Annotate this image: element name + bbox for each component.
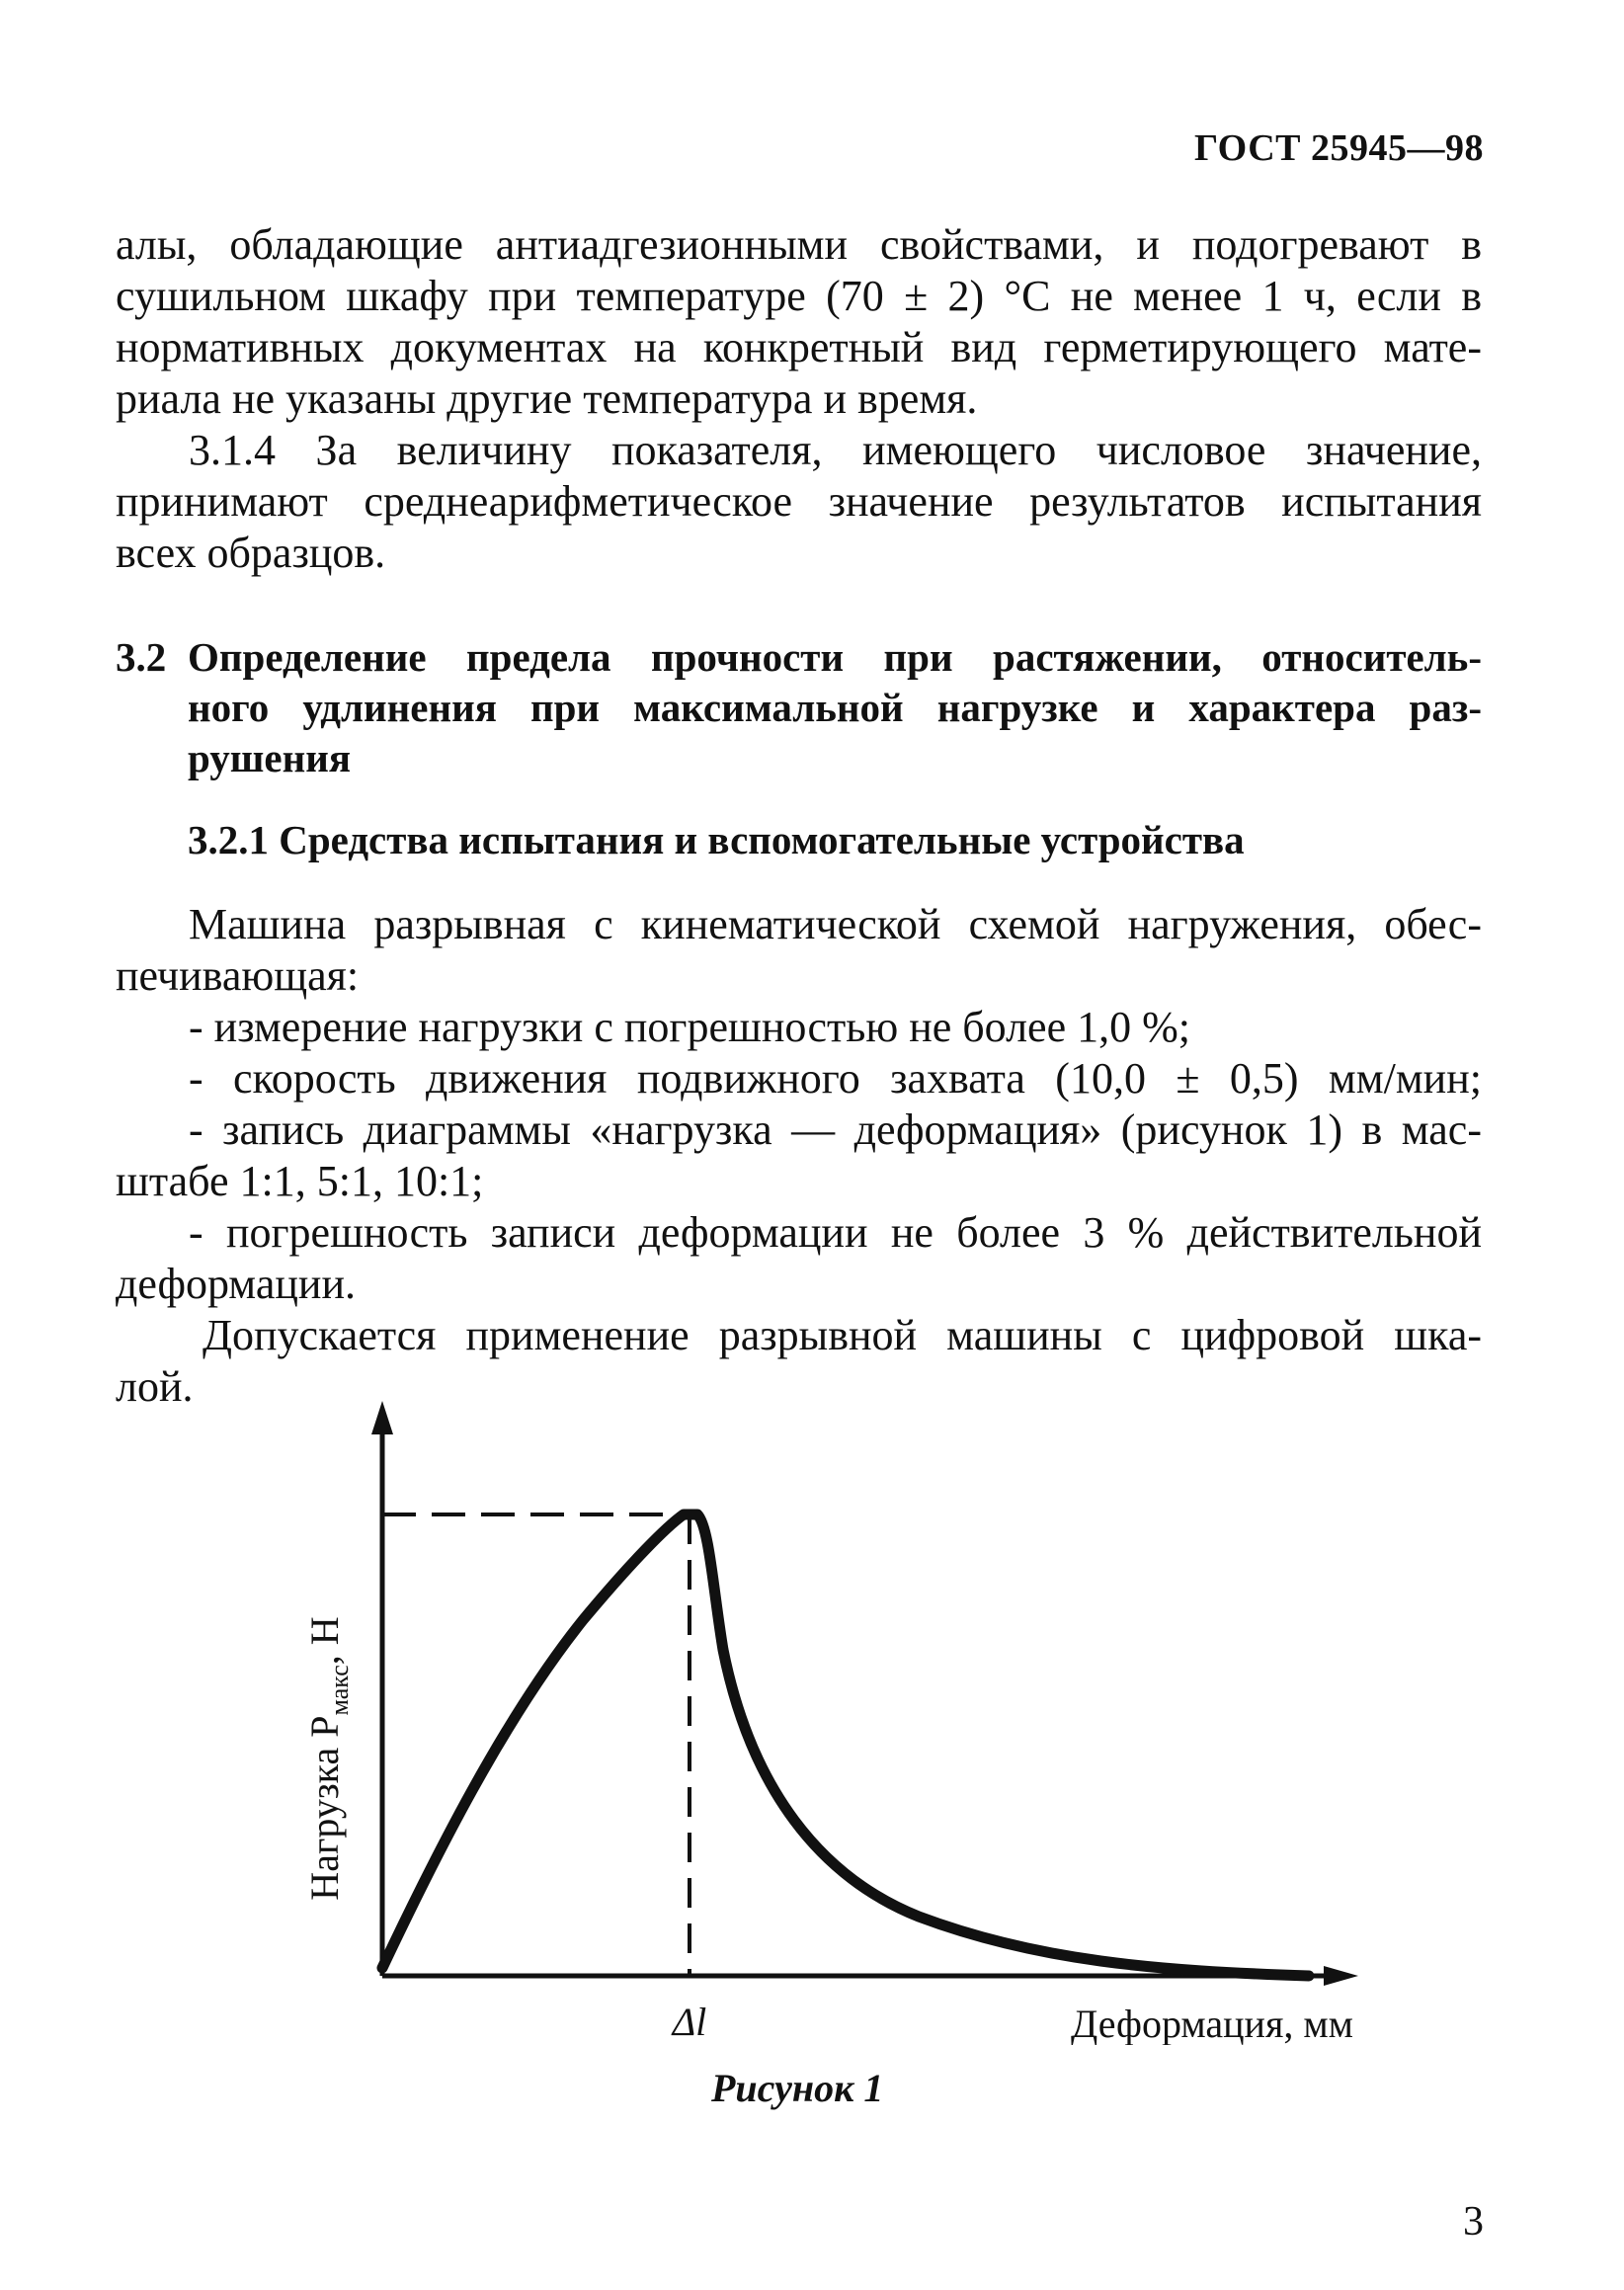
list-item: - запись диаграммы «нагрузка — деформация» (рисунок 1) в мас-	[189, 1105, 1482, 1154]
list-item: - измерение нагрузки с погрешностью не более 1,0 %;	[189, 1003, 1190, 1051]
list-item: - погрешность записи деформации не более 3 % действительной	[189, 1208, 1482, 1257]
text-line: печивающая:	[116, 951, 360, 1000]
y-axis-arrow-icon	[371, 1401, 393, 1434]
paragraph-3-1-4	[116, 425, 1482, 579]
paragraph-continuation	[116, 219, 1482, 425]
svg-text:Нагрузка Pмакс, Н	[302, 1616, 354, 1900]
load-deformation-diagram	[286, 1393, 1373, 2045]
text-line: всех образцов.	[116, 529, 386, 577]
list-item: - скорость движения подвижного захвата (10,0 ± 0,5) мм/мин;	[189, 1054, 1482, 1103]
y-axis-label-main: Нагрузка P	[302, 1715, 347, 1901]
y-axis-label	[302, 1616, 354, 1900]
text-line: Допускается применение разрывной машины с цифровой шка-	[203, 1311, 1482, 1359]
document-code: ГОСТ 25945—98	[1193, 127, 1484, 169]
text-line: алы, обладающие антиадгезионными свойствами, и подогревают в	[116, 220, 1482, 269]
x-marker-label: Δl	[672, 2000, 707, 2044]
text-line: лой.	[116, 1362, 194, 1411]
figure-caption: Рисунок 1	[711, 2066, 884, 2110]
x-axis-arrow-icon	[1324, 1966, 1358, 1986]
section-number: 3.2	[116, 634, 167, 680]
section-title	[188, 632, 1482, 783]
y-axis-label-subscript: макс	[325, 1665, 354, 1716]
section-title-line: ного удлинения при максимальной нагрузке и характера раз-	[188, 685, 1482, 730]
text-line: сушильном шкафу при температуре (70 ± 2) °С не менее 1 ч, если в	[116, 272, 1482, 320]
text-line: 3.1.4 За величину показателя, имеющего числовое значение,	[189, 426, 1482, 474]
y-axis-label-unit: , Н	[302, 1616, 347, 1666]
text-line: риала не указаны другие температура и время.	[116, 374, 978, 423]
text-line: Машина разрывная с кинематической схемой нагружения, обес-	[189, 900, 1482, 948]
page-number: 3	[1463, 2199, 1484, 2245]
section-title-line: Определение предела прочности при растяжении, относитель-	[188, 634, 1482, 680]
subsection-title: 3.2.1 Средства испытания и вспомогательные устройства	[188, 817, 1245, 862]
text-line: нормативных документах на конкретный вид герметирующего мате-	[116, 323, 1482, 371]
list-item: штабе 1:1, 5:1, 10:1;	[116, 1157, 484, 1205]
load-curve	[382, 1514, 1309, 1976]
section-title-line: рушения	[188, 735, 352, 780]
x-axis-label: Деформация, мм	[1071, 2002, 1353, 2045]
list-item: деформации.	[116, 1260, 357, 1308]
text-line: принимают среднеарифметическое значение результатов испытания	[116, 477, 1482, 526]
machine-description	[116, 899, 1482, 1413]
